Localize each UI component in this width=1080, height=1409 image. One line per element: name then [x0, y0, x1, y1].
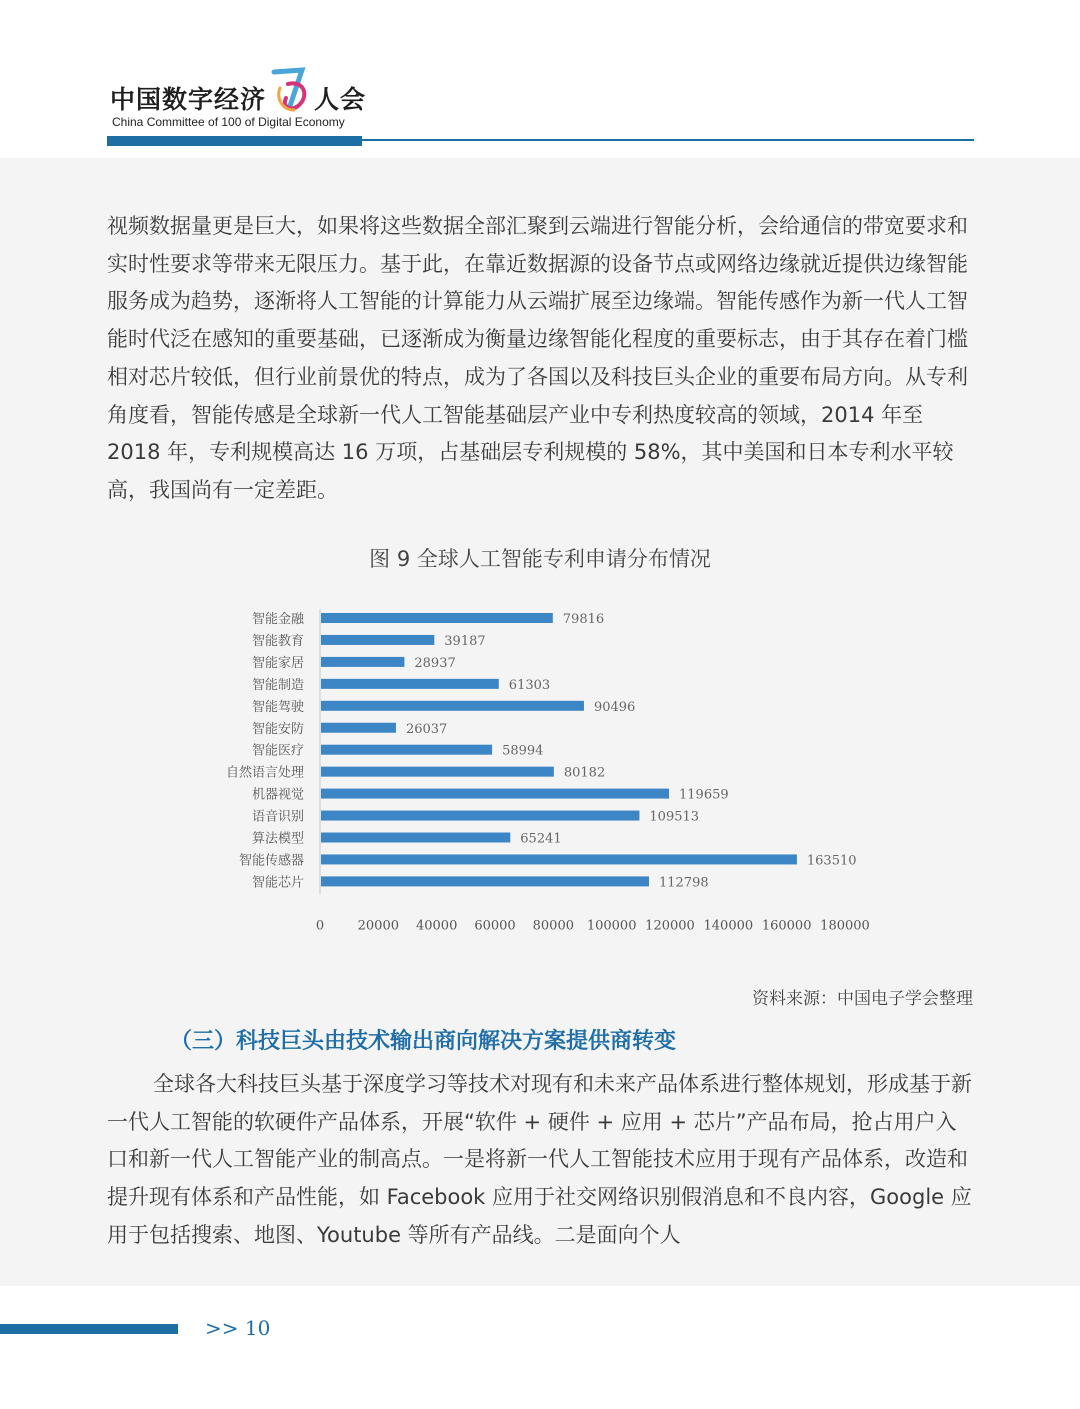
body-paragraph-1: 视频数据量更是巨大，如果将这些数据全部汇聚到云端进行智能分析，会给通信的带宽要求和实时性要求等带来无限压力。基于此，在靠近数据源的设备节点或网络边缘就近提供边缘智能服务成为趋势，逐渐将人工智能的计算能力从云端扩展至边缘端。智能传感作为新一代人工智能时代泛在感知的重要基础，已逐渐成为衡量边缘智能化程度的重要标志，由于其存在着门槛相对芯片较低，但行业前景优的特点，成为了各国以及科技巨头企业的重要布局方向。从专利角度看，智能传感是全球新一代人工智能基础层产业中专利热度较高的领域，2014 年至 2018 年，专利规模高达 16 万项，占基础层专利规模的 58%，其中美国和日本专利水平较高，我国尚有一定差距。	[107, 214, 968, 502]
page-content	[0, 158, 1080, 1286]
value-label: 112798	[658, 875, 709, 891]
value-label: 28937	[414, 655, 456, 671]
value-label: 163510	[806, 853, 857, 869]
x-tick-label: 140000	[703, 918, 754, 934]
page-number: >> 10	[205, 1316, 271, 1340]
value-label: 39187	[444, 633, 486, 649]
category-label: 语音识别	[251, 809, 304, 825]
x-tick-label: 180000	[820, 918, 870, 934]
footer-accent-bar	[0, 1324, 178, 1334]
x-tick-label: 120000	[645, 918, 695, 934]
value-label: 119659	[679, 787, 729, 803]
source-note: 资料来源：中国电子学会整理	[752, 989, 973, 1009]
header-rule-accent	[107, 136, 362, 146]
x-tick-label: 80000	[532, 918, 575, 934]
bar-8	[321, 789, 669, 799]
category-label: 机器视觉	[251, 787, 304, 803]
bar-10	[321, 833, 510, 843]
org-name-en: China Committee of 100 of Digital Economy	[112, 115, 345, 129]
org-name-cn-part2: 人会	[314, 85, 367, 114]
x-tick-label: 100000	[586, 918, 637, 934]
category-label: 智能家居	[251, 655, 304, 671]
bar-0	[321, 613, 553, 623]
x-tick-label: 20000	[357, 918, 400, 934]
category-label: 自然语言处理	[225, 765, 304, 781]
x-tick-label: 160000	[761, 918, 812, 934]
category-label: 智能芯片	[251, 875, 304, 891]
category-label: 智能教育	[251, 633, 304, 649]
category-label: 智能传感器	[238, 853, 304, 869]
category-label: 智能安防	[251, 721, 304, 737]
value-label: 26037	[405, 721, 448, 737]
x-tick-label: 60000	[474, 918, 516, 934]
value-label: 79816	[562, 612, 605, 627]
logo-icon	[268, 66, 312, 114]
bar-2	[321, 657, 404, 667]
bar-6	[321, 745, 492, 755]
value-label: 80182	[563, 765, 606, 781]
x-tick-label: 0	[315, 918, 325, 934]
bar-9	[321, 811, 639, 821]
x-tick-label: 40000	[415, 918, 458, 934]
page-header	[0, 0, 1080, 158]
bar-7	[321, 767, 554, 777]
value-label: 61303	[508, 677, 551, 693]
page-footer	[0, 1286, 1080, 1409]
category-label: 智能金融	[251, 612, 304, 627]
patent-bar-chart	[0, 598, 1080, 968]
figure-title: 图 9 全球人工智能专利申请分布情况	[369, 547, 711, 571]
bar-5	[321, 723, 396, 733]
body-paragraph-2: 全球各大科技巨头基于深度学习等技术对现有和未来产品体系进行整体规划，形成基于新一代人工智能的软硬件产品体系，开展“软件 + 硬件 + 应用 + 芯片”产品布局，抢占用户入口和新一代人工智能产业的制高点。一是将新一代人工智能技术应用于现有产品体系，改造和提升现有体系和产品性能，如 Facebook 应用于社交网络识别假消息和不良内容，Google 应用于包括搜索、地图、Youtube 等所有产品线。二是面向个人	[107, 1072, 972, 1247]
category-label: 算法模型	[251, 831, 304, 847]
bar-1	[321, 635, 434, 645]
value-label: 65241	[520, 831, 562, 847]
section-heading: （三）科技巨头由技术输出商向解决方案提供商转变	[170, 1029, 677, 1054]
value-label: 109513	[649, 809, 700, 825]
bar-11	[321, 854, 797, 864]
category-label: 智能医疗	[251, 743, 304, 759]
category-label: 智能驾驶	[251, 699, 304, 715]
bar-4	[321, 701, 584, 711]
bar-3	[321, 679, 499, 689]
value-label: 58994	[502, 743, 544, 759]
value-label: 90496	[593, 699, 636, 715]
org-name-cn-part1: 中国数字经济	[110, 85, 267, 114]
bar-12	[321, 876, 649, 886]
category-label: 智能制造	[251, 677, 304, 693]
